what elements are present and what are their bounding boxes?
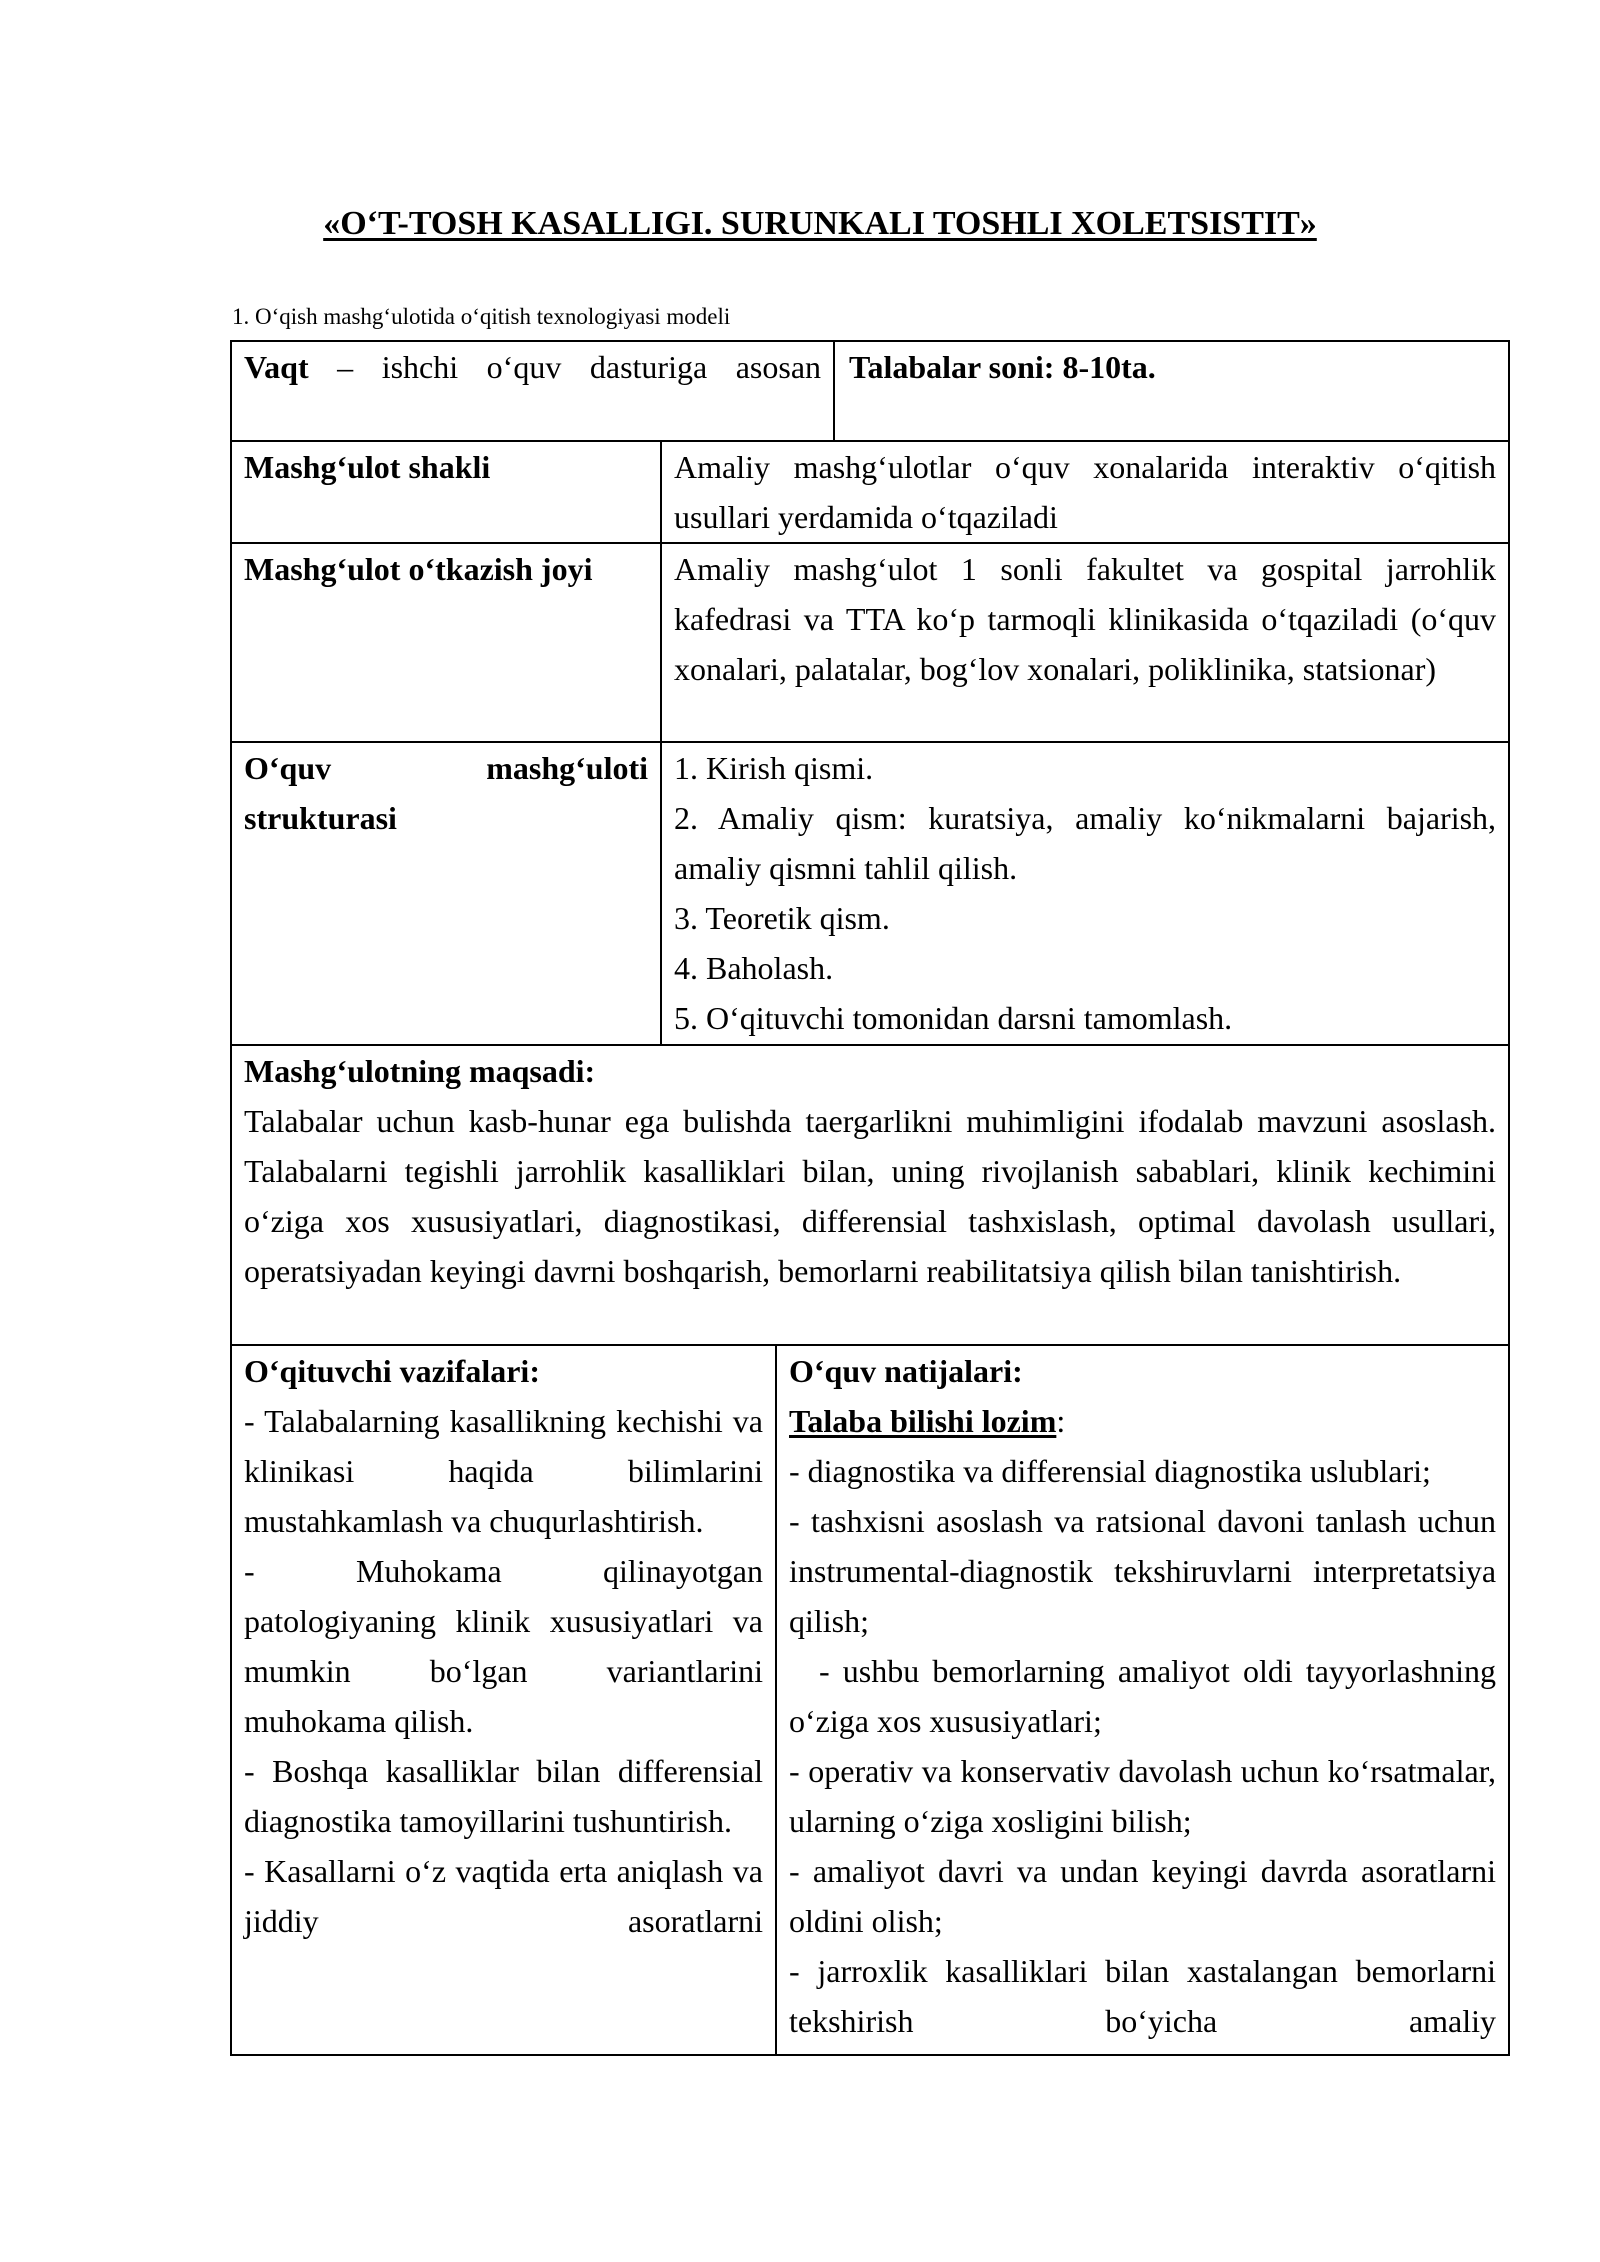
structure-item: 5. O‘qituvchi tomonidan darsni tamomlash. [674, 1000, 1233, 1036]
row-time-students [231, 341, 1509, 441]
goal-text: Talabalar uchun kasb-hunar ega bulishda taergarlikni muhimligini ifodalab mavzuni asoslash. Talabalarni tegishli jarrohlik kasalliklari bilan, uning rivojlanish sabablari, klinik kechimini o‘ziga xos xususiyatlari, diagnostikasi, differensial tashxislash, optimal davolash usullari, operatsiyadan keyingi davrni boshqarish, bemorlarni reabilitatsiya qilish bilan tanishtirish. [244, 1103, 1497, 1289]
row-tasks-results [231, 1345, 1509, 2055]
structure-item: 4. Baholash. [674, 950, 834, 986]
place-label: Mashg‘ulot o‘tkazish joyi [231, 543, 661, 742]
teacher-item: - Muhokama qilinayotgan patologiyaning klinik xususiyatlari va mumkin bo‘lgan variantlarini muhokama qilish. [244, 1553, 763, 1739]
cell-time [231, 341, 834, 441]
learning-results-cell [776, 1345, 1509, 2055]
row-goal [231, 1045, 1509, 1345]
structure-label: O‘quv mashg‘uloti strukturasi [231, 742, 661, 1045]
results-item: - operativ va konservativ davolash uchun ko‘rsatmalar, ularning o‘ziga xosligini bilish; [789, 1753, 1497, 1839]
results-sub-label: Talaba bilishi lozim [789, 1403, 1057, 1439]
form-label: Mashg‘ulot shakli [231, 441, 661, 543]
structure-list [661, 742, 1509, 1045]
time-label: Vaqt [244, 349, 309, 385]
structure-item: 1. Kirish qismi. [674, 750, 874, 786]
time-text: – ishchi o‘quv dasturiga asosan [308, 349, 822, 385]
row-form [231, 441, 1509, 543]
structure-item: 3. Teoretik qism. [674, 900, 890, 936]
teacher-item: - Boshqa kasalliklar bilan differensial diagnostika tamoyillarini tushuntirish. [244, 1753, 763, 1839]
document-title: «O‘T-TOSH KASALLIGI. SURUNKALI TOSHLI XOLETSISTIT» [323, 205, 1317, 242]
place-text: Amaliy mashg‘ulot 1 sonli fakultet va gospital jarrohlik kafedrasi va TTA ko‘p tarmoqli klinikasida o‘tqaziladi (o‘quv xonalari, palatalar, bog‘lov xonalari, poliklinika, statsionar) [661, 543, 1509, 742]
technology-model-table [230, 340, 1510, 2056]
results-item: - jarroxlik kasalliklari bilan xastalangan bemorlarni tekshirish bo‘yicha amaliy [789, 1953, 1497, 2039]
cell-students: Talabalar soni: 8-10ta. [834, 341, 1509, 441]
teacher-label: O‘qituvchi vazifalari: [244, 1353, 540, 1389]
row-place [231, 543, 1509, 742]
results-item: - amaliyot davri va undan keyingi davrda asoratlarni oldini olish; [789, 1853, 1497, 1939]
results-label: O‘quv natijalari: [789, 1353, 1023, 1389]
teacher-item: - Talabalarning kasallikning kechishi va klinikasi haqida bilimlarini mustahkamlash va chuqurlashtirish. [244, 1403, 763, 1539]
goal-cell [231, 1045, 1509, 1345]
goal-label: Mashg‘ulotning maqsadi: [244, 1053, 596, 1089]
results-item: - ushbu bemorlarning amaliyot oldi tayyorlashning o‘ziga xos xususiyatlari; [789, 1653, 1497, 1739]
teacher-tasks-cell [231, 1345, 776, 2055]
form-text: Amaliy mashg‘ulotlar o‘quv xonalarida interaktiv o‘qitish usullari yerdamida o‘tqaziladi [661, 441, 1509, 543]
structure-item: 2. Amaliy qism: kuratsiya, amaliy ko‘nikmalarni bajarish, amaliy qismni tahlil qilish. [674, 800, 1497, 886]
table-caption: 1. O‘qish mashg‘ulotida o‘qitish texnologiyasi modeli [232, 304, 731, 329]
results-item: - tashxisni asoslash va ratsional davoni tanlash uchun instrumental-diagnostik tekshiruvlarni interpretatsiya qilish; [789, 1503, 1497, 1639]
results-sub-colon: : [1056, 1403, 1066, 1439]
row-structure [231, 742, 1509, 1045]
results-item: - diagnostika va differensial diagnostika uslublari; [789, 1453, 1431, 1489]
teacher-item: - Kasallarni o‘z vaqtida erta aniqlash va jiddiy asoratlarni [244, 1853, 763, 1939]
